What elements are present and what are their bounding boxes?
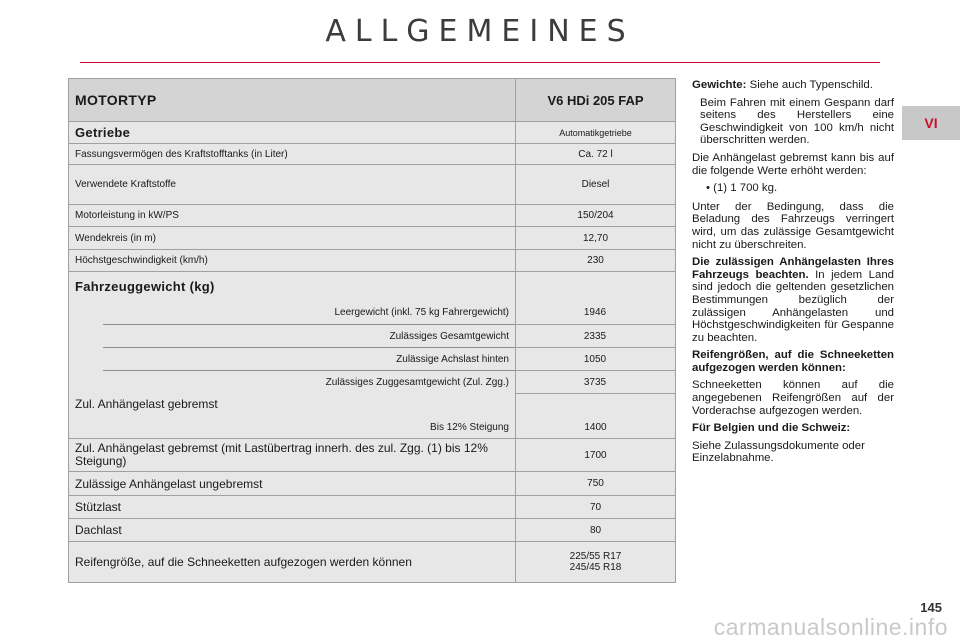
note-tyres-heading: Reifengrößen, auf die Schneeketten aufgezogen werden können: <box>692 349 894 374</box>
weight-row <box>69 325 675 347</box>
note-bullet-text: (1) 1 700 kg. <box>713 182 778 195</box>
weight-label: Zulässiges Zuggesamtgewicht (Zul. Zgg.) <box>325 376 509 388</box>
nose-weight-row <box>69 496 675 518</box>
note-limits-bold: Die zulässigen Anhängelasten Ihres Fahrzeugs beachten. <box>692 256 894 281</box>
tyre-label: Reifengröße, auf die Schneeketten aufgezogen werden können <box>75 555 412 569</box>
note-weights-text: Siehe auch Typenschild. <box>746 79 873 91</box>
table-row <box>69 227 675 249</box>
weight-row <box>69 371 675 393</box>
row-label: Wendekreis (in m) <box>75 232 156 244</box>
roof-load-value: 80 <box>515 519 675 541</box>
roof-load-row <box>69 519 675 541</box>
gearbox-label: Getriebe <box>75 125 131 140</box>
tyre-values <box>515 542 675 582</box>
gearbox-row <box>69 122 675 143</box>
weight-value: 2335 <box>583 330 607 342</box>
spec-table <box>68 78 676 583</box>
braked-trailer-value: 1400 <box>515 416 675 438</box>
weight-value: 1946 <box>583 306 607 318</box>
weight-row <box>69 301 675 323</box>
divider <box>515 393 675 394</box>
unbraked-label: Zulässige Anhängelast ungebremst <box>75 476 263 491</box>
note-chains: Schneeketten können auf die angegebenen Reifengrößen auf der Vorderachse aufgezogen werden. <box>692 379 894 417</box>
row-label: Höchstgeschwindigkeit (km/h) <box>75 255 208 266</box>
table-row <box>69 250 675 271</box>
note-weights-bold: Gewichte: <box>692 79 747 91</box>
row-label: Verwendete Kraftstoffe <box>75 179 176 190</box>
row-value: 150/204 <box>515 205 675 226</box>
braked-trailer-sub: Bis 12% Steigung <box>430 421 509 433</box>
braked-trailer-row <box>69 416 675 438</box>
page-number: 145 <box>920 600 942 615</box>
note-limits <box>692 256 894 344</box>
note-towing: Beim Fahren mit einem Gespann darf seitens des Herstellers eine Geschwindigkeit von 100 km/h nicht überschritten werden. <box>700 96 894 147</box>
weight-value: 1050 <box>583 353 607 365</box>
unbraked-value: 750 <box>515 472 675 495</box>
transfer-row <box>69 439 675 471</box>
row-value: Diesel <box>515 165 675 204</box>
engine-row <box>69 79 675 121</box>
row-value: 12,70 <box>515 227 675 249</box>
watermark[interactable]: carmanualsonline.info <box>713 614 948 640</box>
weight-label: Zulässige Achslast hinten <box>396 353 509 365</box>
note-bullet: • (1) 1 700 kg. <box>706 182 778 195</box>
table-row <box>69 144 675 164</box>
row-label: Motorleistung in kW/PS <box>75 210 179 221</box>
tyre-row <box>69 542 675 582</box>
tyre-value-2: 245/45 R18 <box>569 562 622 573</box>
table-row <box>69 165 675 204</box>
transfer-value: 1700 <box>515 439 675 471</box>
title-rule <box>80 62 880 63</box>
column-divider <box>515 394 516 416</box>
page-title: ALLGEMEINES <box>325 14 635 49</box>
row-label: Fassungsvermögen des Kraftstofftanks (in Liter) <box>75 148 288 160</box>
roof-load-label: Dachlast <box>75 523 122 537</box>
weight-row <box>69 348 675 370</box>
transfer-label: Zul. Anhängelast gebremst (mit Lastübertrag innerh. des zul. Zgg. (1) bis 12% Steigung) <box>75 441 488 468</box>
note-belgium: Siehe Zulassungsdokumente oder Einzelabnahme. <box>692 439 865 465</box>
weight-label: Leergewicht (inkl. 75 kg Fahrergewicht) <box>334 306 509 318</box>
note-limits-text: In jedem Land sind jedoch die geltenden gesetzlichen Bestimmungen bezüglich der zulässigen Anhängelasten und Höchstgeschwindigkeiten für Gespanne zu beachten. <box>692 268 894 344</box>
note-weights <box>692 79 894 92</box>
nose-weight-value: 70 <box>515 496 675 518</box>
gearbox-value: Automatikgetriebe <box>515 122 675 143</box>
unbraked-row <box>69 472 675 495</box>
braked-trailer-label: Zul. Anhängelast gebremst <box>75 397 218 411</box>
notes-column <box>692 79 894 470</box>
weight-label: Zulässiges Gesamtgewicht <box>389 330 509 342</box>
engine-value: V6 HDi 205 FAP <box>515 79 675 121</box>
weight-value: 3735 <box>583 376 607 388</box>
row-value: Ca. 72 l <box>515 144 675 164</box>
engine-label: MOTORTYP <box>75 92 157 108</box>
chapter-tab[interactable]: VI <box>902 106 960 140</box>
table-row <box>69 205 675 226</box>
note-increase: Die Anhängelast gebremst kann bis auf die folgende Werte erhöht werden: <box>692 151 894 177</box>
divider <box>69 271 675 272</box>
row-value: 230 <box>515 250 675 271</box>
tyre-value-1: 225/55 R17 <box>569 551 622 562</box>
nose-weight-label: Stützlast <box>75 500 122 514</box>
note-belgium-heading: Für Belgien und die Schweiz: <box>692 422 851 435</box>
note-condition: Unter der Bedingung, dass die Beladung des Fahrzeugs verringert wird, um das zulässige Gesamtgewicht nicht zu überschreiten. <box>692 200 894 251</box>
weight-heading: Fahrzeuggewicht (kg) <box>75 279 215 294</box>
